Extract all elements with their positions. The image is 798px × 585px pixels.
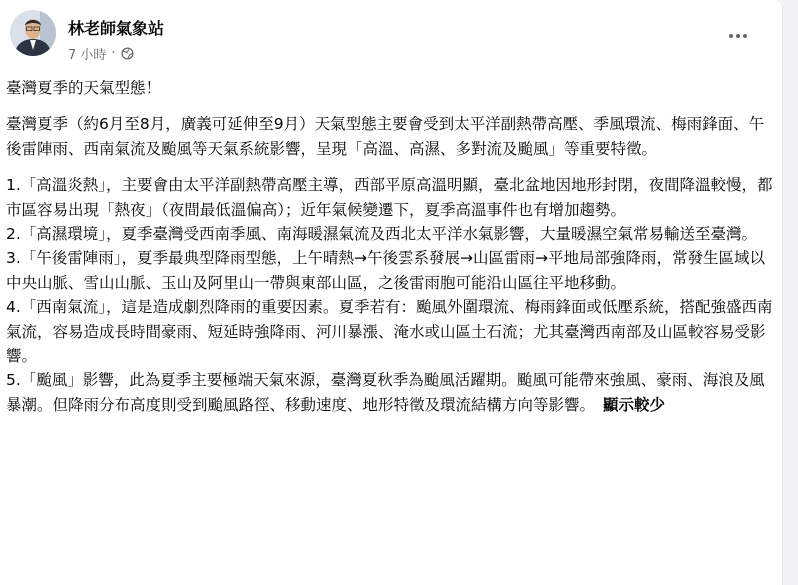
see-less-link[interactable]: 顯示較少 (603, 395, 666, 414)
avatar[interactable] (10, 10, 56, 56)
author-name[interactable]: 林老師氣象站 (68, 19, 165, 38)
more-dot (736, 34, 740, 38)
list-item: 4.「西南氣流」，這是造成劇烈降雨的重要因素。夏季若有：颱風外圍環流、梅雨鋒面或低壓系統，搭配強盛西南氣流，容易造成長時間豪雨、短延時強降雨、河川暴漲、淹水或山區土石流；尤其臺灣西南部及山區較容易受影響。 (6, 298, 773, 366)
meta-separator: · (111, 46, 116, 61)
list-item: 2.「高濕環境」，夏季臺灣受西南季風、南海暖濕氣流及西北太平洋水氣影響，大量暖濕空氣常易輸送至臺灣。 (6, 225, 758, 244)
post-body (6, 76, 776, 417)
post-title: 臺灣夏季的天氣型態！ (6, 79, 162, 97)
more-dot (743, 34, 747, 38)
list-item-text: 5.「颱風」影響，此為夏季主要極端天氣來源，臺灣夏秋季為颱風活躍期。颱風可能帶來強風、豪雨、海浪及風暴潮。但降雨分布高度則受到颱風路徑、移動速度、地形特徵及環流結構方向等影響。 (6, 371, 765, 414)
post-meta (68, 44, 134, 63)
post-header (10, 10, 770, 70)
list-item: 3.「午後雷陣雨」，夏季最典型降雨型態，上午晴熱→午後雲系發展→山區雷雨→平地局部強降雨，常發生區域以中央山脈、雪山山脈、玉山及阿里山一帶與東部山區，之後雷雨胞可能沿山區往平地移動。 (6, 249, 766, 292)
more-options-icon[interactable] (724, 26, 752, 46)
list-item (6, 368, 776, 417)
avatar-image (10, 10, 56, 56)
list-item: 1.「高溫炎熱」，主要會由太平洋副熱帶高壓主導，西部平原高溫明顯，臺北盆地因地形封閉，夜間降溫較慢，都市區容易出現「熱夜」（夜間最低溫偏高）；近年氣候變遷下，夏季高溫事件也有增加趨勢。 (6, 176, 773, 219)
globe-icon (121, 47, 134, 60)
post-intro: 臺灣夏季（約6月至8月，廣義可延伸至9月）天氣型態主要會受到太平洋副熱帶高壓、季風環流、梅雨鋒面、午後雷陣雨、西南氣流及颱風等天氣系統影響，呈現「高溫、高濕、多對流及颱風」等重要特徵。 (6, 115, 765, 158)
more-dot (729, 34, 733, 38)
post-timestamp[interactable]: 7 小時 (68, 48, 107, 63)
